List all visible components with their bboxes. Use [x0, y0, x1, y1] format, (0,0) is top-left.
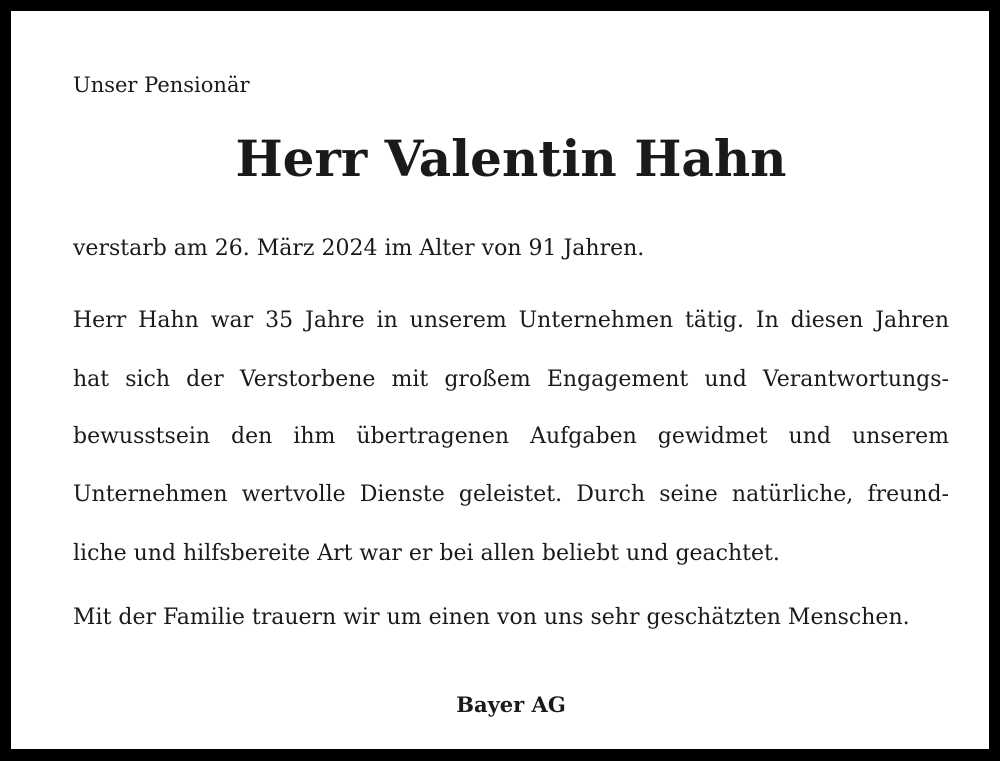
company-signature: Bayer AG — [456, 692, 566, 717]
pre-title: Unser Pensionär — [73, 73, 250, 97]
paragraph-line: liche und hilfsbereite Art war er bei allen beliebt und geachtet. — [73, 541, 780, 566]
paragraph-line: hat sich der Verstorbene mit großem Engagement und Verantwortungs- — [73, 367, 949, 392]
closing-statement: Mit der Familie trauern wir um einen von uns sehr geschätzten Menschen. — [73, 605, 910, 630]
deceased-name: Herr Valentin Hahn — [235, 129, 787, 188]
paragraph-line: Unternehmen wertvolle Dienste geleistet. Durch seine natürliche, freund- — [73, 482, 949, 507]
paragraph-line: bewusstsein den ihm übertragenen Aufgaben gewidmet und unserem — [73, 424, 949, 449]
paragraph-line: Herr Hahn war 35 Jahre in unserem Unternehmen tätig. In diesen Jahren — [73, 308, 949, 333]
death-statement: verstarb am 26. März 2024 im Alter von 91 Jahren. — [73, 236, 645, 261]
